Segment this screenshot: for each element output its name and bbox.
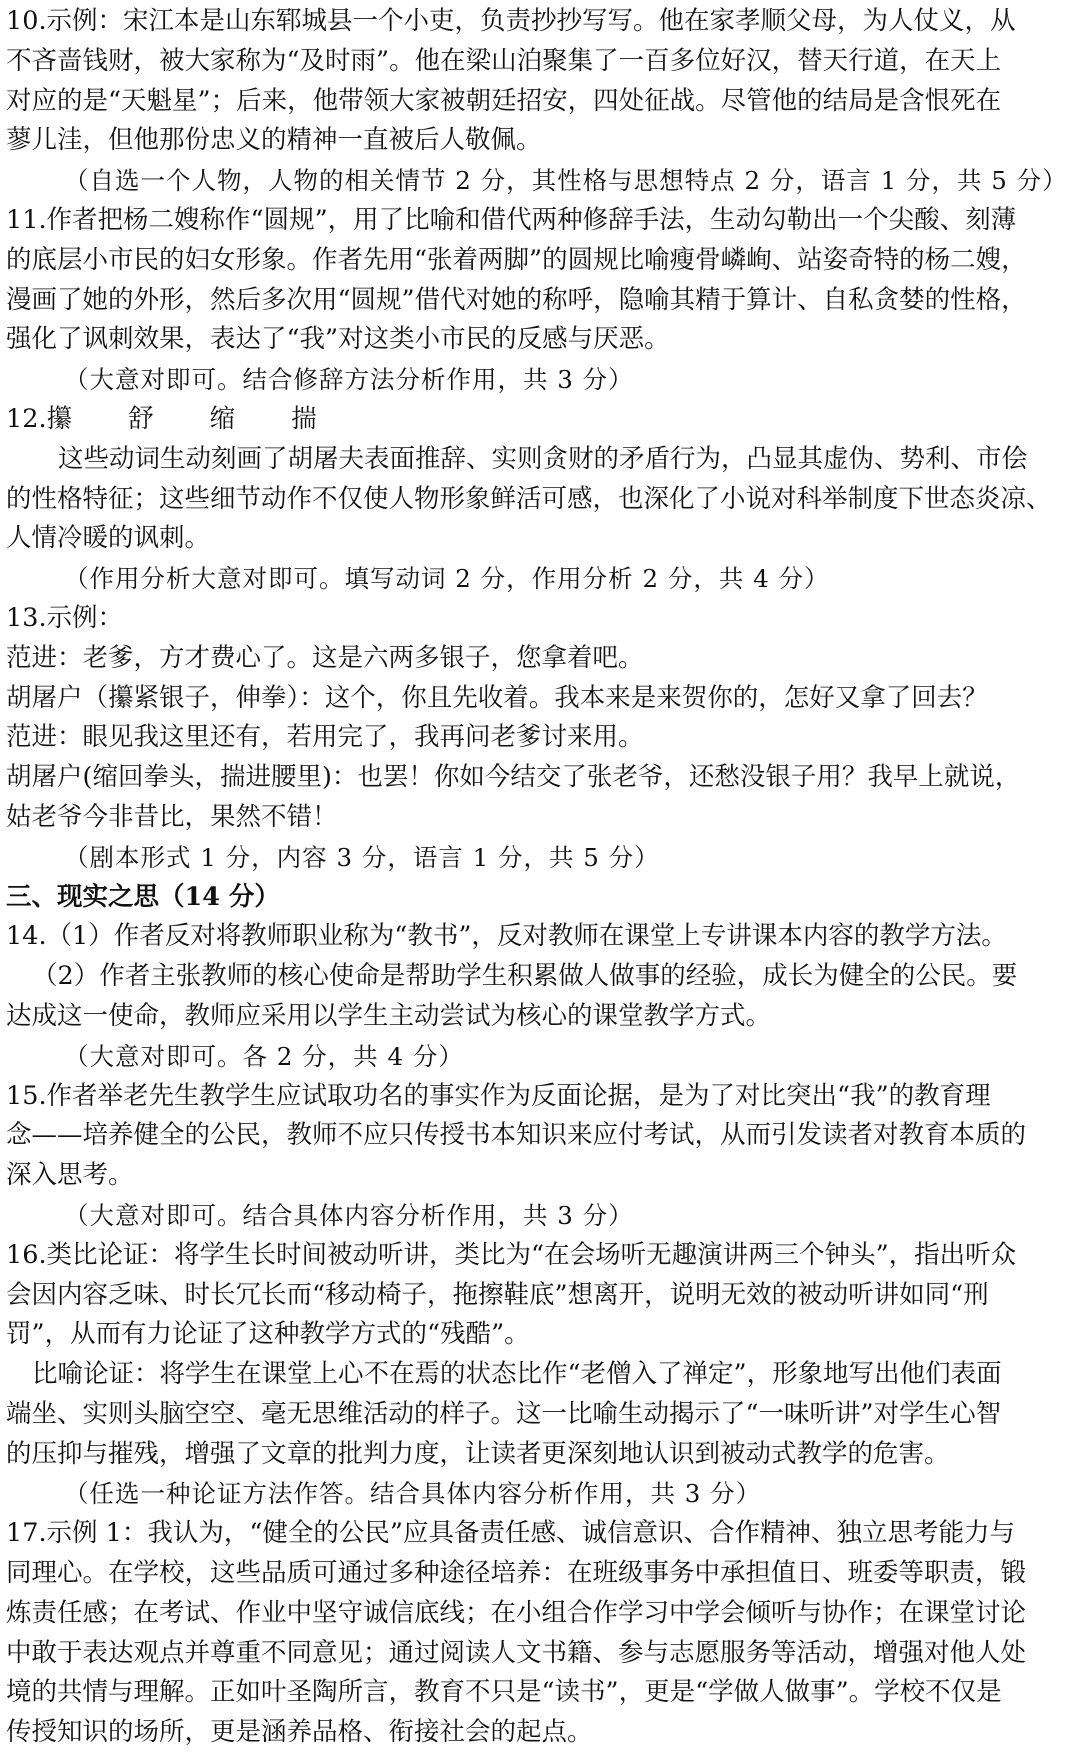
text-line: 的性格特征；这些细节动作不仅使人物形象鲜活可感，也深化了小说对科举制度下世态炎凉、 [6, 483, 1052, 514]
text-line: 16.类比论证：将学生长时间被动听讲，类比为“在会场听无趣演讲两三个钟头”，指出听众 [6, 1239, 1017, 1270]
text-line: 胡屠户(缩回拳头，揣进腰里)：也罢！你如今结交了张老爷，还愁没银子用？我早上就说， [6, 762, 1021, 793]
question-number: 12. [6, 403, 47, 434]
scoring-note: （大意对即可。结合具体内容分析作用，共 3 分） [64, 1200, 634, 1230]
scoring-note: （大意对即可。各 2 分，共 4 分） [64, 1041, 464, 1071]
text-line: 深入思考。 [6, 1160, 134, 1191]
text-line: 中敢于表达观点并尊重不同意见；通过阅读人文书籍、参与志愿服务等活动，增强对他人处 [6, 1637, 1027, 1668]
text-line: 的压抑与摧残，增强了文章的批判力度，让读者更深刻地认识到被动式教学的危害。 [6, 1438, 950, 1469]
text-line: 不吝啬钱财，被大家称为“及时雨”。他在梁山泊聚集了一百多位好汉，替天行道，在天上 [6, 45, 1002, 76]
text-line: 端坐、实则头脑空空、毫无思维活动的样子。这一比喻生动揭示了“一味听讲”对学生心智 [6, 1398, 1002, 1429]
text-line: 达成这一使命，教师应采用以学生主动尝试为核心的课堂教学方式。 [6, 1000, 772, 1031]
verb-word: 攥 [46, 403, 73, 434]
text-line: 10.示例：宋江本是山东郓城县一个小吏，负责抄抄写写。他在家孝顺父母，为人仗义，从 [6, 6, 1016, 36]
text-line: 17.示例 1：我认为，“健全的公民”应具备责任感、诚信意识、合作精神、独立思考能力与 [6, 1518, 1015, 1549]
text-line: 范进：老爹，方才费心了。这是六两多银子，您拿着吧。 [6, 642, 644, 673]
verb-word: 缩 [209, 403, 236, 434]
text-line: 境的共情与理解。正如叶圣陶所言，教育不只是“读书”，更是“学做人做事”。学校不仅是 [6, 1677, 1002, 1708]
text-line: 13.示例： [6, 602, 124, 633]
text-line: 同理心。在学校，这些品质可通过多种途径培养：在班级事务中承担值日、班委等职责，锻 [6, 1558, 1027, 1589]
text-line: 11.作者把杨二嫂称作“圆规”，用了比喻和借代两种修辞手法，生动勾勒出一个尖酸、刻薄 [6, 204, 1017, 235]
text-line: 15.作者举老先生教学生应试取功名的事实作为反面论据，是为了对比突出“我”的教育理 [6, 1080, 991, 1111]
question-12-verbs [6, 400, 1072, 440]
text-line: 胡屠户（攥紧银子，伸拳）：这个，你且先收着。我本来是来贺你的，怎好又拿了回去？ [6, 682, 988, 713]
scoring-note: （大意对即可。结合修辞方法分析作用，共 3 分） [64, 365, 634, 395]
scoring-note: （任选一种论证方法作答。结合具体内容分析作用，共 3 分） [64, 1479, 762, 1509]
text-line: 的底层小市民的妇女形象。作者先用“张着两脚”的圆规比喻瘦骨嶙峋、站姿奇特的杨二嫂， [6, 244, 1027, 275]
text-line: 姑老爷今非昔比，果然不错！ [6, 801, 338, 832]
scoring-note: （剧本形式 1 分，内容 3 分，语言 1 分，共 5 分） [64, 842, 660, 872]
text-line: 蓼儿洼，但他那份忠义的精神一直被后人敬佩。 [6, 125, 542, 156]
verb-word: 舒 [128, 403, 154, 434]
text-line: 炼责任感；在考试、作业中坚守诚信底线；在小组合作学习中学会倾听与协作；在课堂讨论 [6, 1597, 1027, 1628]
text-line: 范进：眼见我这里还有，若用完了，我再问老爹讨来用。 [6, 722, 644, 753]
scoring-note: （自选一个人物，人物的相关情节 2 分，其性格与思想特点 2 分，语言 1 分，共 5 分） [64, 166, 1068, 196]
text-line: 人情冷暖的讽刺。 [6, 523, 211, 554]
text-line: 传授知识的场所，更是涵养品格、衔接社会的起点。 [6, 1717, 593, 1748]
text-line: 念——培养健全的公民，教师不应只传授书本知识来应付考试，从而引发读者对教育本质的 [6, 1120, 1027, 1151]
text-line: 比喻论证：将学生在课堂上心不在焉的状态比作“老僧入了禅定”，形象地写出他们表面 [32, 1359, 1002, 1390]
verb-word: 揣 [291, 403, 317, 434]
text-line: 对应的是“天魁星”；后来，他带领大家被朝廷招安，四处征战。尽管他的结局是含恨死在 [6, 85, 1002, 116]
text-line: 14.（1）作者反对将教师职业称为“教书”，反对教师在课堂上专讲课本内容的教学方法。 [6, 921, 1007, 952]
text-line: 漫画了她的外形，然后多次用“圆规”借代对她的称呼，隐喻其精于算计、自私贪婪的性格， [6, 284, 1027, 315]
text-line: 这些动词生动刻画了胡屠夫表面推辞、实则贪财的矛盾行为，凸显其虚伪、势利、市侩 [58, 443, 1028, 474]
text-line: 罚”，从而有力论证了这种教学方式的“残酷”。 [6, 1319, 530, 1350]
text-line: （2）作者主张教师的核心使命是帮助学生积累做人做事的经验，成长为健全的公民。要 [32, 961, 1018, 992]
text-line: 会因内容乏味、时长冗长而“移动椅子，拖擦鞋底”想离开，说明无效的被动听讲如同“刑 [6, 1279, 989, 1310]
section-title: 三、现实之思（14 分） [6, 881, 280, 912]
scoring-note: （作用分析大意对即可。填写动词 2 分，作用分析 2 分，共 4 分） [64, 564, 830, 594]
text-line: 强化了讽刺效果，表达了“我”对这类小市民的反感与厌恶。 [6, 324, 670, 355]
